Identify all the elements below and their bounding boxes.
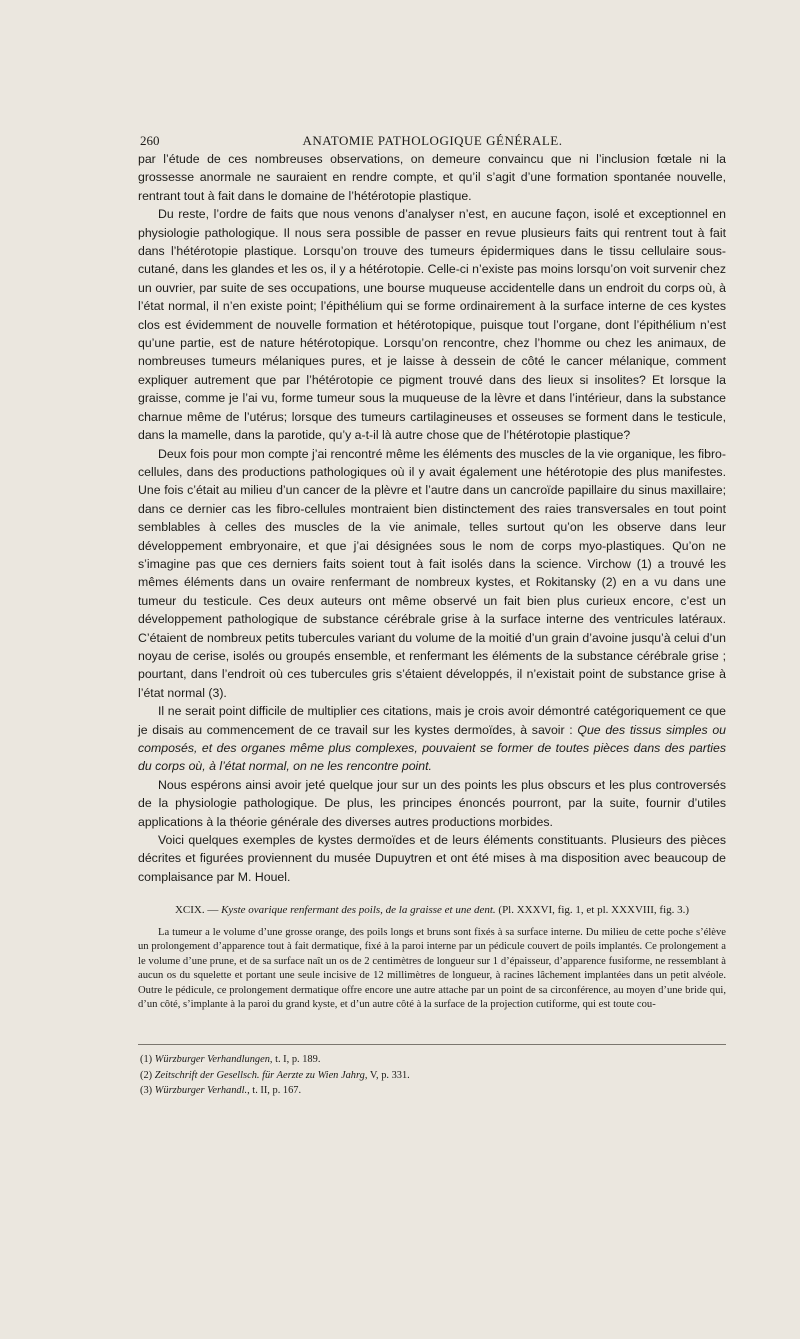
- page-number: 260: [140, 133, 160, 148]
- footnote-source: Zeitschrift der Gesellsch. für Aerzte zu Wien Jahrg: [154, 1069, 365, 1081]
- footnote: [140, 1083, 720, 1099]
- case-entry: [138, 903, 726, 1013]
- paragraph: Voici quelques exemples de kystes dermoïdes et de leurs éléments constituants. Plusieurs des pièces décrites et figurées proviennent du musée Dupuytren et ont été mises à ma disposition avec beaucoup de complaisance par M. Houel.: [138, 833, 726, 884]
- footnote-separator: [138, 1044, 726, 1045]
- footnote-source: Würzburger Verhandlungen: [154, 1054, 270, 1065]
- paragraph: Deux fois pour mon compte j’ai rencontré même les éléments des muscles de la vie organique, les fibro-cellules, dans des productions pathologiques où il y avait également une hétérotopie des plus manifestes. Une fois c’était au milieu d’un cancer de la plèvre et l’autre dans un cancroïde papillaire du sinus maxillaire; dans ce dernier cas les fibro-cellules montraient bien distinctement des raies transversales en tout point semblables à celles des muscles de la vie animale, telles surtout qu’on les observe dans leur développement embryonaire, et que j’ai désignées sous le nom de corps myo-plastiques. Qu’on ne s’imagine pas que ces derniers faits soient tout à fait isolés dans la science. Virchow (1) a trouvé les mêmes éléments dans un ovaire renfermant de nombreux kystes, et Rokitansky (2) en a vu dans une tumeur du testicule. Ces deux auteurs ont même observé un fait bien plus curieux encore, c’est un développement pathologique de substance cérébrale grise à la surface interne des ventricules latéraux. C’étaient de nombreux petits tubercules variant du volume de la moitié d’un grain d’avoine jusqu’à celui d’un noyau de cerise, isolés ou groupés ensemble, et renfermant les éléments de la substance cérébrale grise ; pourtant, dans l’endroit où ces tubercules gris s’étaient développés, il n’existait point de substance grise à l’état normal (3).: [138, 446, 726, 700]
- paragraph: Nous espérons ainsi avoir jeté quelque jour sur un des points les plus obscurs et les plus controversés de la physiologie pathologique. De plus, les principes énoncés pourront, par la suite, fournir d’utiles applications à la théorie générale des diverses autres productions morbides.: [138, 777, 726, 829]
- page-header: [140, 133, 725, 151]
- running-title: ANATOMIE PATHOLOGIQUE GÉNÉRALE.: [302, 133, 563, 148]
- body-text: [138, 150, 726, 886]
- case-number: XCIX. —: [174, 904, 219, 916]
- footnote-ref: , t. I, p. 189.: [269, 1054, 321, 1065]
- paragraph: Du reste, l’ordre de faits que nous venons d’analyser n’est, en aucune façon, isolé et exceptionnel en physiologie pathologique. Il nous sera possible de passer en revue plusieurs faits qui rentrent tout à fait dans l’hétérotopie plastique. Lorsqu’on trouve des tumeurs épidermiques dans le tissu cellulaire sous-cutané, dans les glandes et les os, il y a hétérotopie. Celle-ci n’existe pas moins lorsqu’on voit survenir chez un ouvrier, par suite de ses occupations, une bourse muqueuse accidentelle dans un endroit du corps où, à l’état normal, il n’en existe point; l’épithélium qui se forme ordinairement à la surface interne de ces kystes clos est évidemment de nouvelle formation et hétérotopique, puisque tout l’organe, dont l’épithélium n’est qu’une partie, est de nature hétérotopique. Lorsqu’on rencontre, chez l’homme ou chez les animaux, de nombreuses tumeurs mélaniques pures, et je laisse à dessein de côté le cancer mélanique, comment expliquer autrement que par l’hétérotopie ce pigment trouvé dans des lieux si insolites? Et lorsque la graisse, comme je l’ai vu, forme tumeur sous la muqueuse de la lèvre et dans l’intérieur, dans la substance charnue même de l’utérus; lorsque des tumeurs cartilagineuses et osseuses se forment dans le testicule, dans la mamelle, dans la parotide, qu’y a-t-il là autre chose que de l’hétérotopie plastique?: [138, 207, 726, 443]
- footnote-marker: (1): [140, 1054, 153, 1065]
- case-description: La tumeur a le volume d’une grosse orange, des poils longs et bruns sont fixés à sa surface interne. Du milieu de cette poche s’élève un prolongement d’apparence tout à fait dermatique, fixé à la paroi interne par un pédicule couvert de poils implantés. Ce prolongement a le volume d’une prune, et de sa surface naît un os de 2 centimètres de longueur sur 1 d’épaisseur, d’apparence fusiforme, ne ressemblant à aucun os du squelette et portant une seule incisive de 12 millimètres de longueur, à racines lâchement implantées dans un petit alvéole. Outre le pédicule, ce prolongement dermatique offre encore une autre attache par un point de sa circonférence, au moyen d’une bride qui, d’un côté, s’implante à la paroi du grand kyste, et d’un autre côté à la surface de la projection cutiforme, qui est toute cou-: [138, 926, 726, 1010]
- italic-quote: Que des tissus simples ou composés, et des organes même plus complexes, pouvaient se former de toutes pièces dans des parties du corps où, à l’état normal, on ne les rencontre point.: [138, 722, 726, 774]
- case-heading: [138, 903, 726, 918]
- footnotes: [140, 1052, 720, 1099]
- footnote-ref: , V, p. 331.: [364, 1069, 410, 1081]
- footnote: [140, 1052, 720, 1068]
- footnote-source: Würzburger Verhandl.: [154, 1085, 248, 1097]
- footnote: [140, 1068, 720, 1084]
- case-title: Kyste ovarique renfermant des poils, de la graisse et une dent.: [221, 904, 496, 916]
- paragraph-text: Il ne serait point difficile de multiplier ces citations, mais je crois avoir démontré catégoriquement ce que je disais au commencement de ce travail sur les kystes dermoïdes, à savoir :: [138, 704, 726, 737]
- paragraph-with-quote: [138, 702, 726, 776]
- paragraph: par l’étude de ces nombreuses observations, on demeure convaincu que ni l’inclusion fœtale ni la grossesse anormale ne sauraient en rendre compte, et qu’il s’agit d’une formation spontanée nouvelle, rentrant tout à fait dans le domaine de l’hétérotopie plastique.: [138, 152, 726, 203]
- footnote-ref: , t. II, p. 167.: [247, 1085, 302, 1097]
- footnote-marker: (3): [140, 1085, 153, 1097]
- plate-reference: (Pl. XXXVI, fig. 1, et pl. XXXVIII, fig. 3.): [498, 904, 690, 916]
- footnote-marker: (2): [140, 1069, 153, 1081]
